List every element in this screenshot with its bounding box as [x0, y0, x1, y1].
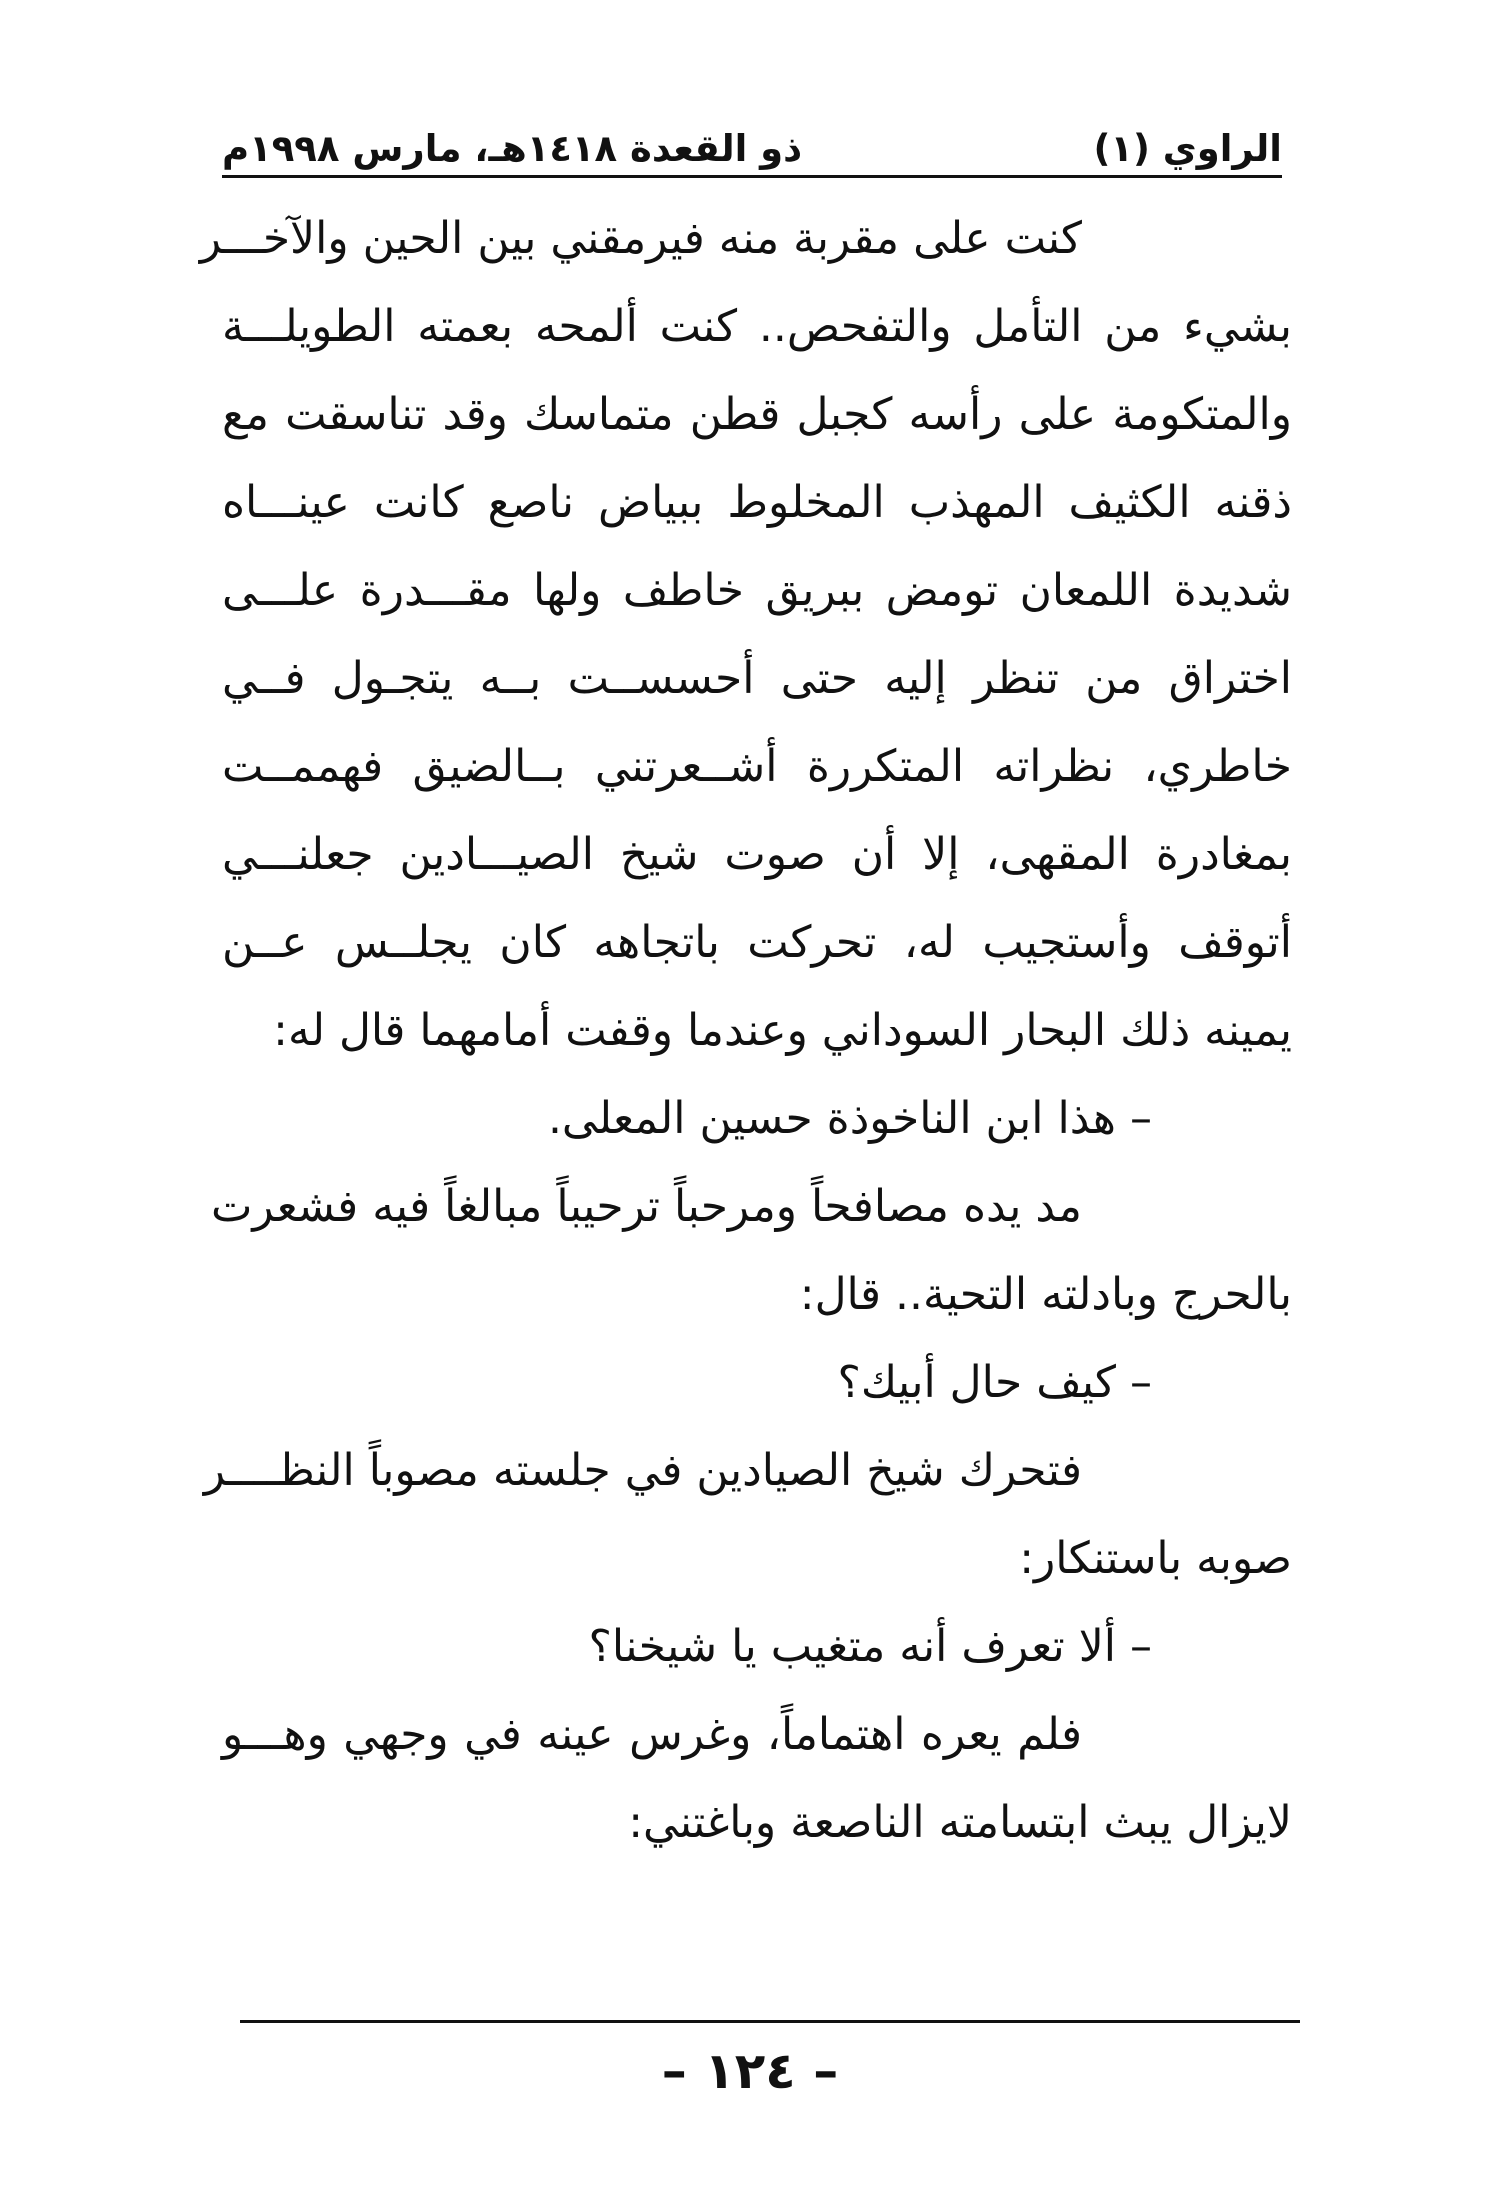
- text-line: اختراق من تنظر إليه حتى أحسســت بــه يتجـول فــي: [222, 653, 1292, 704]
- text-line: بالحرج وبادلته التحية.. قال:: [799, 1269, 1292, 1320]
- paragraph-2: [211, 1163, 1292, 1339]
- text-line: لايزال يبث ابتسامته الناصعة وباغتني:: [628, 1797, 1292, 1848]
- text-line: أتوقف وأستجيب له، تحركت باتجاهه كان يجلــس عــن: [222, 917, 1292, 968]
- text-line: فلم يعره اهتماماً، وغرس عينه في وجهي وهـــو: [222, 1709, 1082, 1760]
- text-line: فتحرك شيخ الصيادين في جلسته مصوباً النظــــر: [203, 1445, 1082, 1496]
- issue-date: ذو القعدة ١٤١٨هـ، مارس ١٩٩٨م: [222, 127, 803, 170]
- paragraph-1: [199, 195, 1292, 1075]
- header-divider: [222, 175, 1282, 178]
- text-line: بمغادرة المقهى، إلا أن صوت شيخ الصيـــادين جعلنـــي: [222, 829, 1292, 880]
- text-line: كنت على مقربة منه فيرمقني بين الحين والآخـــر: [199, 213, 1082, 264]
- page-body: [199, 195, 1292, 2010]
- paragraph-4: [222, 1691, 1292, 1867]
- dialogue-line-1: – هذا ابن الناخوذة حسين المعلى.: [547, 1093, 1152, 1144]
- text-line: يمينه ذلك البحار السوداني وعندما وقفت أمامهما قال له:: [273, 1005, 1292, 1056]
- text-line: والمتكومة على رأسه كجبل قطن متماسك وقد تناسقت مع: [222, 389, 1292, 440]
- footer-divider: [240, 2020, 1300, 2023]
- text-line: خاطري، نظراته المتكررة أشــعرتني بــالضيق فهممــت: [222, 741, 1292, 792]
- running-title: الراوي (١): [1093, 127, 1282, 170]
- page-header: [222, 100, 1282, 170]
- text-line: مد يده مصافحاً ومرحباً ترحيباً مبالغاً فيه فشعرت: [211, 1181, 1082, 1232]
- page-number: – ١٢٤ –: [661, 2042, 839, 2100]
- paragraph-3: [203, 1427, 1292, 1603]
- text-line: ذقنه الكثيف المهذب المخلوط ببياض ناصع كانت عينـــاه: [222, 477, 1292, 528]
- text-line: صوبه باستنكار:: [1019, 1533, 1292, 1584]
- dialogue-line-3: – ألا تعرف أنه متغيب يا شيخنا؟: [588, 1621, 1152, 1672]
- text-line: شديدة اللمعان تومض ببريق خاطف ولها مقـــدرة علـــى: [222, 565, 1292, 616]
- dialogue-line-2: – كيف حال أبيك؟: [837, 1357, 1152, 1408]
- text-line: بشيء من التأمل والتفحص.. كنت ألمحه بعمته الطويلـــة: [222, 301, 1292, 352]
